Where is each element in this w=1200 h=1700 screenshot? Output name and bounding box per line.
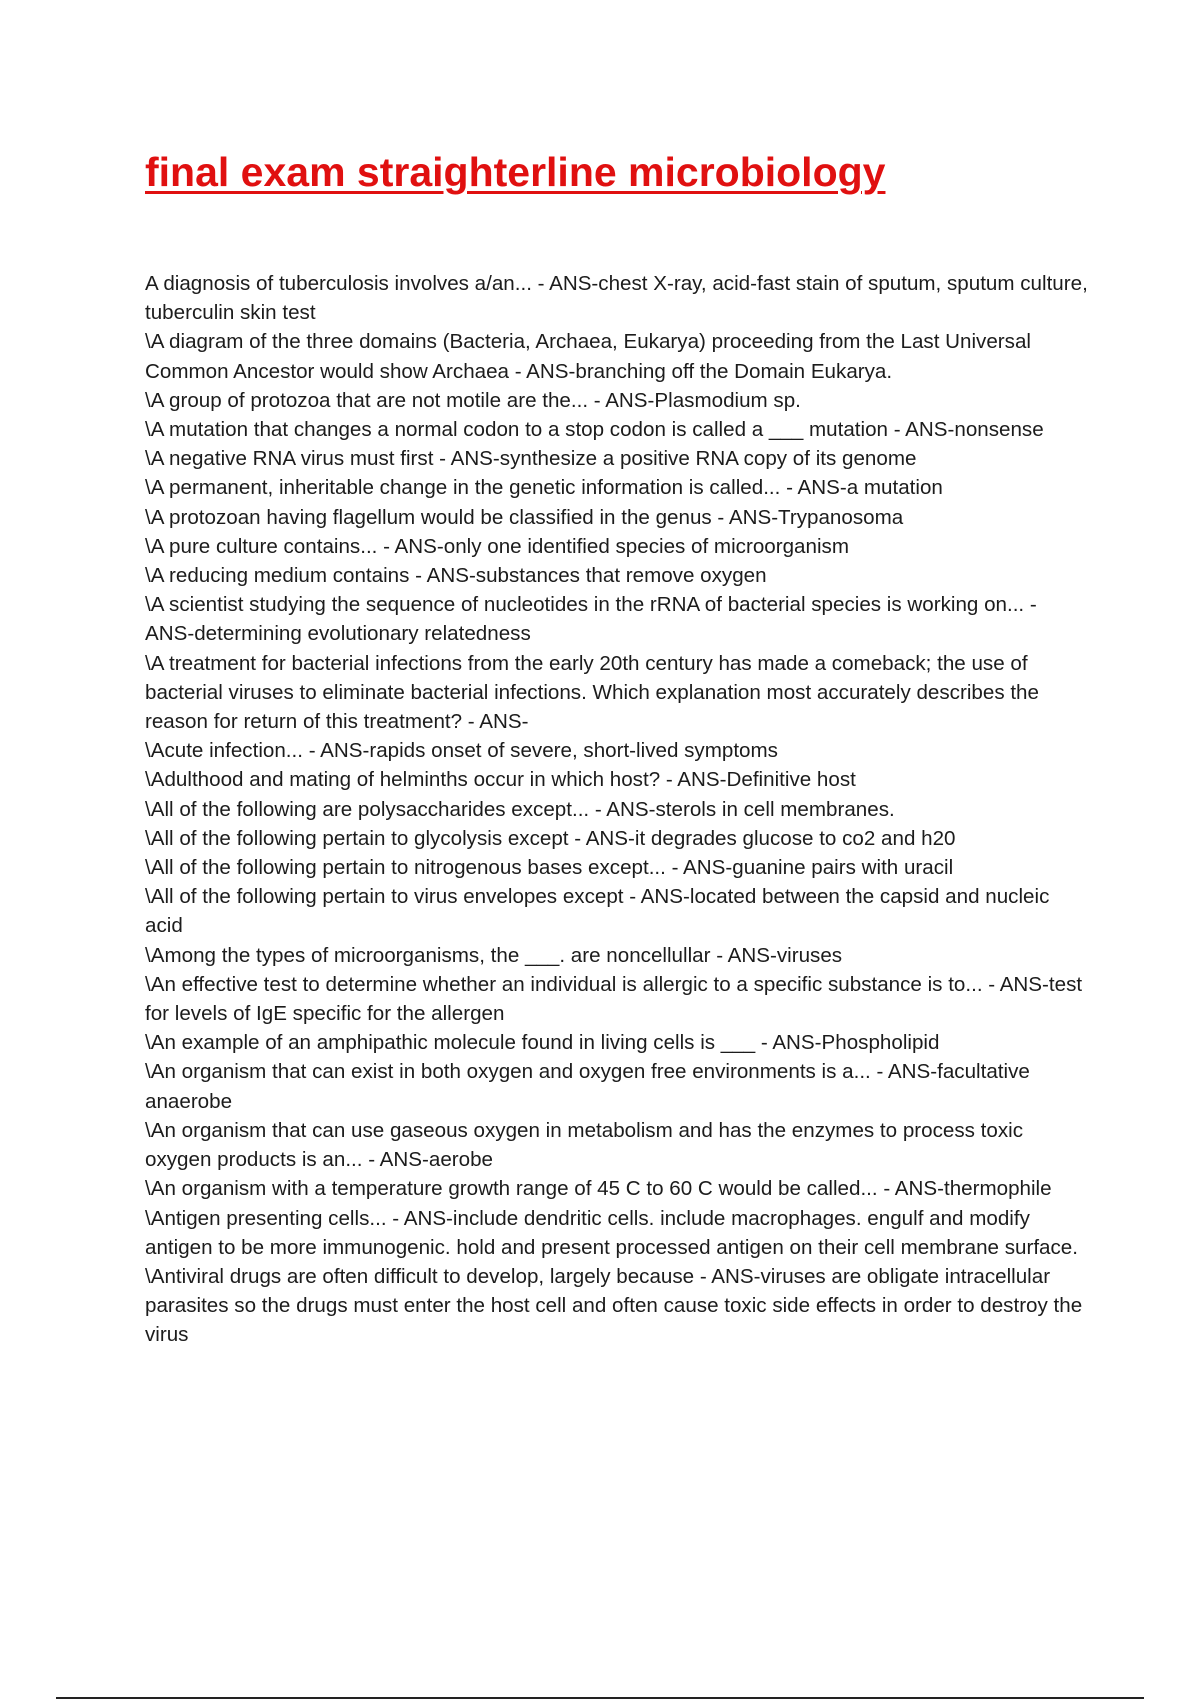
qa-item: \A permanent, inheritable change in the genetic information is called... - ANS-a mutation <box>145 476 943 500</box>
qa-item: A diagnosis of tuberculosis involves a/an... - ANS-chest X-ray, acid-fast stain of sputum, sputum culture, tuberculin skin test <box>145 272 1088 325</box>
qa-item: \An organism with a temperature growth range of 45 C to 60 C would be called... - ANS-thermophile <box>145 1177 1052 1201</box>
qa-item: \A mutation that changes a normal codon to a stop codon is called a ___ mutation - ANS-nonsense <box>145 418 1044 442</box>
qa-item: \A treatment for bacterial infections from the early 20th century has made a comeback; the use of bacterial viruses to eliminate bacterial infections. Which explanation most accurately describes the reason for return of this treatment? - ANS- <box>145 651 1039 734</box>
qa-item: \Antiviral drugs are often difficult to develop, largely because - ANS-viruses are obligate intracellular parasites so the drugs must enter the host cell and often cause toxic side effects in order to destroy the virus <box>145 1264 1083 1347</box>
qa-item: \All of the following are polysaccharides except... - ANS-sterols in cell membranes. <box>145 797 895 821</box>
qa-item: \An example of an amphipathic molecule found in living cells is ___ - ANS-Phospholipid <box>145 1031 940 1055</box>
qa-item: \A scientist studying the sequence of nucleotides in the rRNA of bacterial species is working on... - ANS-determining evolutionary relatedness <box>145 593 1037 646</box>
qa-item: \All of the following pertain to virus envelopes except - ANS-located between the capsid and nucleic acid <box>145 885 1050 938</box>
qa-list <box>145 269 1090 1350</box>
qa-item: \An effective test to determine whether an individual is allergic to a specific substance is to... - ANS-test for levels of IgE specific for the allergen <box>145 972 1083 1026</box>
qa-item: \All of the following pertain to glycolysis except - ANS-it degrades glucose to co2 and h20 <box>145 826 956 850</box>
qa-item: \Adulthood and mating of helminths occur in which host? - ANS-Definitive host <box>145 768 856 792</box>
qa-item: \A pure culture contains... - ANS-only one identified species of microorganism <box>145 534 849 558</box>
qa-item: \All of the following pertain to nitrogenous bases except... - ANS-guanine pairs with uracil <box>145 856 954 880</box>
qa-item: \Antigen presenting cells... - ANS-include dendritic cells. include macrophages. engulf and modify antigen to be more immunogenic. hold and present processed antigen on their cell membrane surface. <box>145 1206 1078 1259</box>
qa-item: \A negative RNA virus must first - ANS-synthesize a positive RNA copy of its genome <box>145 447 917 471</box>
qa-item: \A diagram of the three domains (Bacteria, Archaea, Eukarya) proceeding from the Last Universal Common Ancestor would show Archaea - ANS-branching off the Domain Eukarya. <box>145 330 1031 383</box>
footer-divider <box>56 1697 1144 1699</box>
qa-item: \Acute infection... - ANS-rapids onset of severe, short-lived symptoms <box>145 739 778 763</box>
qa-item: \A group of protozoa that are not motile are the... - ANS-Plasmodium sp. <box>145 388 801 412</box>
qa-item: \A protozoan having flagellum would be classified in the genus - ANS-Trypanosoma <box>145 505 904 529</box>
qa-item: \Among the types of microorganisms, the ___. are noncellullar - ANS-viruses <box>145 943 843 967</box>
qa-item: \An organism that can exist in both oxygen and oxygen free environments is a... - ANS-facultative anaerobe <box>145 1060 1030 1113</box>
qa-item: \An organism that can use gaseous oxygen in metabolism and has the enzymes to process toxic oxygen products is an... - ANS-aerobe <box>145 1118 1023 1172</box>
page-title: final exam straighterline microbiology <box>145 149 886 195</box>
qa-item: \A reducing medium contains - ANS-substances that remove oxygen <box>145 564 767 588</box>
